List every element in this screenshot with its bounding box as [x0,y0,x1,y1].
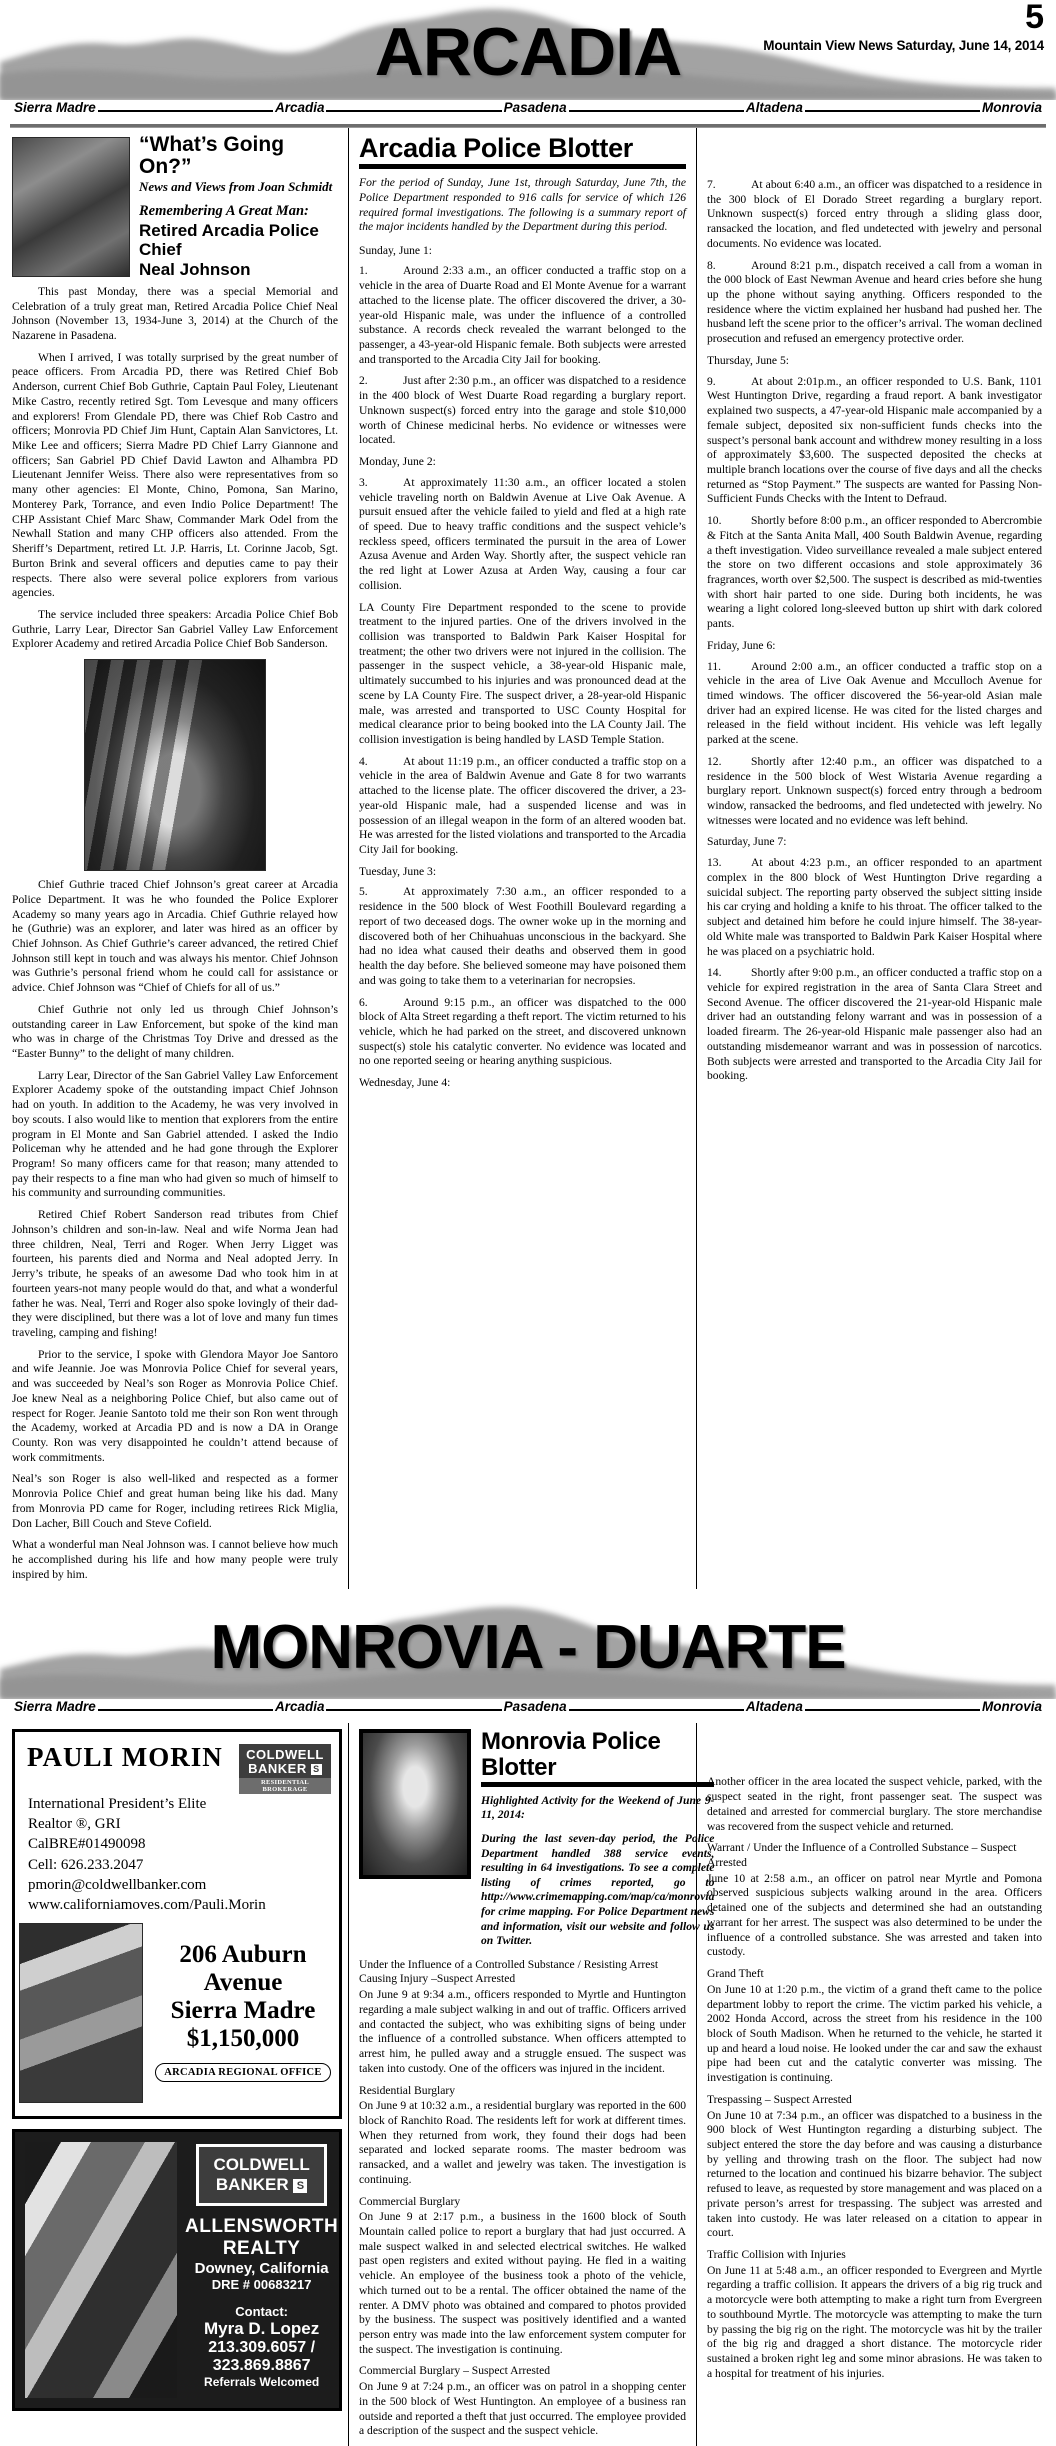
monrovia-blotter-title-rule [481,1782,714,1787]
cb-mark-icon: S [293,2179,307,2193]
article-paragraph: When I arrived, I was totally surprised by the great number of peace officers. From Arcadia PD, there was Retired Chief Bob Anderson, current Chief Bob Guthrie, Captain Paul Foley, Lieutenant Mike Castro, recently retired Sgt. Tom Levesque and many officers and explorers! From Glendale PD, there was Chief Rob Castro and officers; Monrovia PD Chief Jim Hunt, Captain Alan Sanvictores, Lt. Mike Lee and officers; Sierra Madre PD Chief Larry Giannone and officers; San Gabriel PD Chief David Lawton and Alhambra PD Lieutenant Jennifer Weiss. There also were representatives from so many other agencies: El Monte, Chino, Pomona, San Marino, Monterey Park, Torrance, and even Indio Police Department! The CHP Assistant Chief Marc Shaw, Commander Mark Odel from the Newhall Station and many CHP officers also attended. From the Sheriff’s Department, retired Lt. J.P. Harris, Lt. Corinne Jacob, Sgt. Burton Brink and several officers and deputies came to pay their respects. There also were several police explorers from various agencies. [12,350,338,600]
city-label-monrovia: Monrovia [982,100,1043,115]
agent-phone[interactable]: Cell: 626.233.2047 [28,1856,144,1873]
blotter-item-number: 6. [359,995,368,1009]
article-paragraph: The service included three speakers: Arcadia Police Chief Bob Guthrie, Larry Lear, Director San Gabriel Valley Law Enforcement Explorer Academy and retired Arcadia Police Chief Bob Sanderson. [12,607,338,651]
arcadia-blotter-intro: For the period of Sunday, June 1st, through Saturday, June 7th, the Police Department responded to 916 calls for service of which 126 required formal investigations. The following is a summary report of the major incidents handled by the Department during this period. [359,176,686,234]
blotter-incident-entry: 1. Around 2:33 a.m., an officer conducted a traffic stop on a vehicle in the area of Duarte Road and El Monte Avenue for a warrant attached to the license plate. The officer discovered the driver, a 30-year-old Hispanic male, was under the influence of a controlled substance. A records check revealed the warrant belonged to the passenger, a 43-year-old Hispanic female. Both subjects were arrested and transported to the Arcadia City Jail for booking. [359,264,686,366]
column-arcadia-blotter-right [696,128,1044,1589]
city-rule-1 [98,110,273,112]
city-rule-line-arcadia [14,100,1042,116]
column-monrovia-blotter-right [696,1723,1044,2446]
blotter-incident-body: LA County Fire Department responded to the scene to provide treatment to the injured parties. One of the drivers involved in the collision was transported to Baldwin Park Kaiser Hospital for treatment; the other two drivers were not injured in the collision. The passenger in the suspect vehicle, a 38-year-old Hispanic male, ultimately succumbed to his injuries and was pronounced dead at the scene by LA County Fire. The suspect driver, a 28-year-old Hispanic male, was arrested and transported to USC County Hospital for medical clearance prior to being booked into the LA County Jail. The collision investigation is being handled by LASD Temple Station. [359,600,686,746]
masthead-dateline: Mountain View News Saturday, June 14, 2014 [763,38,1044,53]
contact-agent-name: Myra D. Lopez [204,2319,320,2339]
blotter-day-label: Saturday, June 7: [707,835,787,849]
agent-name: PAULI MORIN [27,1742,223,1773]
blotter-incident-heading: Commercial Burglary – Suspect Arrested [359,2364,551,2378]
blotter-incident-heading: Trespassing – Suspect Arrested [707,2092,852,2106]
city-rule-1 [98,1709,273,1711]
regional-office-badge: ARCADIA REGIONAL OFFICE [155,2063,330,2082]
blotter-incident-body: On June 11 at 5:48 a.m., an officer responded to Evergreen and Myrtle regarding a traffic collision. It appears the drivers of a big rig truck and a motorcycle were both attempting to make a right turn from Evergreen to southbound Myrtle. The motorcycle was attempting to make the turn by passing the big rig on the right. The motorcycle was hit by the trailer of the big rig and dragged a short distance. The motorcycle rider sustained a broken right leg and some minor abrasions. He was taken to a hospital for treatment of his injuries. [707,2263,1042,2380]
city-rule-3 [569,110,744,112]
city-rule-2 [326,110,501,112]
city-label-pasadena: Pasadena [503,1699,567,1715]
cb-logo-line1: COLDWELL [246,1747,324,1763]
listing-address-line2: Avenue [203,1969,283,1997]
company-city: Downey, California [194,2260,329,2278]
blotter-incident-heading: Residential Burglary [359,2083,456,2097]
monrovia-masthead-banner [0,1599,1056,1719]
blotter-incident-entry: 12. Shortly after 12:40 p.m., an officer was dispatched to a residence in the 500 block of West Wistaria Avenue regarding a burglary report. Unknown suspect(s) forced entry through a bedroom window, ransacked the bedrooms, and fled undetected with jewelry. No witnesses were located and no evidence was left behind. [707,754,1042,827]
banner-title-arcadia: ARCADIA [374,14,682,90]
arcadia-blotter-title-rule [359,164,686,169]
column-arcadia-blotter-left [348,128,696,1589]
arcadia-blotter-items-mid [359,244,686,1091]
arcadia-masthead-banner [0,0,1056,120]
city-label-arcadia: Arcadia [274,1699,325,1715]
blotter-incident-entry: 6. Around 9:15 p.m., an officer was dispatched to the 000 block of Alta Street regarding a theft report. The victim returned to his vehicle, which he had parked on the street, and discovered unknown suspect(s) stole his catalytic converter. No evidence was located and no one reported seeing or hearing anything suspicious. [359,995,686,1068]
listing-property-photo [19,1923,143,2103]
blotter-incident-body: On June 9 at 2:17 p.m., a business in the 1600 block of South Mountain called police to report a burglary that had just occurred. A male suspect walked in and selected electrical switches. He walked past open registers and exited without paying. He fled in a waiting vehicle. An employee of the business took a photo of the vehicle, which turned out to be a rental. The officer obtained the name of the renter. A DMV photo was obtained and compared to photos provided by the business. The suspect was positively identified and a wanted person entry was made into the law enforcement system computer for the suspect. The investigation is continuing. [359,2210,686,2356]
column-ads [10,1723,348,2446]
cb-mark-icon: S [311,1764,322,1775]
listing-address-line1: 206 Auburn [179,1941,307,1969]
blotter-incident-entry: 3. At approximately 11:30 a.m., an officer located a stolen vehicle traveling north on Baldwin Avenue at Live Oak Avenue. A pursuit ensued after the vehicle failed to yield and fled at a high rate of speed. Due to heavy traffic conditions and the suspect vehicle’s reckless speed, officers terminated the pursuit in the area of Lower Azusa Avenue and Arden Way. Shortly after, the suspect vehicle ran the red light at Lower Azusa at Arden Way, causing a four car collision. [359,475,686,592]
city-label-altadena: Altadena [745,100,803,115]
whats-going-on-subhead: News and Views from Joan Schmidt [139,179,333,195]
blotter-incident-entry: 8. Around 8:21 p.m., dispatch received a call from a woman in the 000 block of East Newman Avenue and heard cries before she hung up the phone without saying anything. Officers responded to the residence where the victim explained her husband had pushed her. The husband left the scene prior to the officer’s arrival. The woman declined prosecution and refused an emergency protective order. [707,258,1042,346]
blotter-item-number: 8. [707,258,716,272]
company-dre: DRE # 00683217 [211,2277,312,2293]
blotter-incident-entry: 14. Shortly after 9:00 p.m., an officer conducted a traffic stop on a vehicle for expired registration in the area of Santa Clara Street and Second Avenue. The officer discovered the 21-year-old Hispanic male driver had an outstanding felony warrant and was in possession of a loaded firearm. The 26-year-old Hispanic male passenger also had an outstanding misdemeanor warrant and was in possession of narcotics. Both subjects were arrested and transported to the Arcadia City Jail for booking. [707,966,1042,1083]
article-paragraph: Chief Guthrie traced Chief Johnson’s great career at Arcadia Police Department. It was he who founded the Police Explorer Academy so many years ago in Arcadia. Chief Guthrie relayed how he (Guthrie) was an explorer, and later was hired as an officer by Chief Johnson. As Chief Guthrie’s career advanced, the retired Chief Johnson still kept in touch and was always his mentor. Chief Johnson was Guthrie’s personal friend whom he could call for assistance or advice. Chief Johnson was “Chief of Chiefs for all of us.” [12,878,338,995]
blotter-incident-body: On June 9 at 7:24 p.m., an officer was on patrol in a shopping center in the 500 block of West Huntington. An employee of a business ran outside and reported a theft that just occurred. The employee provided a description of the suspect and the suspect vehicle. [359,2380,686,2438]
blotter-incident-entry: 10. Shortly before 8:00 p.m., an officer responded to Abercrombie & Fitch at the Santa Anita Mall, 400 South Baldwin Avenue, regarding a theft investigation. Video surveillance revealed a male subject entered the store on two different occasions and stole approximately 36 fragrances, worth over $2,500. The suspect is described as mid-twenties with short hair parted to one side. During both incidents, he was wearing a light colored long-sleeved button up shirt with dark colored pants. [707,514,1042,631]
arcadia-blotter-items-right [707,178,1042,1084]
blotter-incident-body: On June 9 at 10:32 a.m., a residential burglary was reported in the 600 block of Ranchito Road. The residents left for work at different times. When they returned from work, they found their dogs had been separated and locked separate rooms. The master bedroom was ransacked, and a wallet and jewelry was taken. The investigation is continuing. [359,2099,686,2186]
coldwell-banker-logo [239,1744,331,1794]
city-label-pasadena: Pasadena [503,100,567,115]
blotter-item-number: 1. [359,264,368,278]
blotter-incident-heading: Grand Theft [707,1967,764,1981]
blotter-item-number: 14. [707,966,722,980]
blotter-incident-entry: 7. At about 6:40 a.m., an officer was dispatched to a residence in the 300 block of El Dorado Street regarding a burglary report. Unknown suspect(s) forced entry through a sliding glass door, ransacked the location, and fled undetected with jewelry and personal documents. No evidence was located. [707,178,1042,250]
blotter-item-number: 4. [359,754,368,768]
blotter-incident-heading: Warrant / Under the Influence of a Controlled Substance – Suspect Arrested [707,1841,1017,1870]
cb-logo-line1: COLDWELL [213,2155,310,2175]
city-label-sierra-madre: Sierra Madre [14,1699,96,1715]
article-paragraph: Neal’s son Roger is also well-liked and respected as a former Monrovia Police Chief and great human being like his dad. Many from Monrovia PD came for Roger, including retirees Rick Miglia, Don Lacher, Bill Couch and Steve Cofield. [12,1472,338,1530]
blotter-incident-heading: Traffic Collision with Injuries [707,2248,846,2262]
contact-phones[interactable]: 213.309.6057 / 323.869.8867 [208,2339,316,2375]
article-paragraph: This past Monday, there was a special Memorial and Celebration of a truly great man, Retired Arcadia Police Chief Neal Johnson (November 13, 1934-June 3, 2014) at the Church of the Nazarene in Pasadena. [12,284,338,343]
blotter-incident-body: June 10 at 2:58 a.m., an officer on patrol near Myrtle and Pomona observed suspicious subjects walking around in the area. Officers detained one of the subjects and determined she had an outstanding warrant for her arrest. The suspect was also determined to be under the influence of a controlled substance. She was arrested and taken into custody. [707,1871,1042,1959]
article-paragraph: Retired Chief Robert Sanderson read tributes from Chief Johnson’s children and son-in-law. Neal and wife Norma Jean had three children, Neal, Terri and Roger. When Jerry Ligget was fourteen, his parents died and Norma and Neal adopted Jerry. In Jerry’s tribute, he speaks of an awesome Dad who took him in at fourteen years-not many people would do that, and what a wonderful father he was. Neal, Terri and Roger also spoke lovingly of their dad- they were disciplined, but there was a lot of love and many fun times traveling, camping and fishing! [12,1208,338,1339]
agent-email[interactable]: pmorin@coldwellbanker.com [28,1876,207,1893]
blotter-day-label: Monday, June 2: [359,455,436,469]
arcadia-blotter-title: Arcadia Police Blotter [359,133,633,163]
city-label-monrovia: Monrovia [982,1699,1043,1715]
article-paragraph: Prior to the service, I spoke with Glendora Mayor Joe Santoro and wife Jeannie. Joe was Monrovia Police Chief for several years, and was succeeded by Neal’s son Roger as Monrovia Police Chief. Joe knew Neal as a neighboring Police Chief, but also came out of respect for Roger. Jeanie Santoto told me their son Ron went through the Academy, worked at Arcadia PD and is now a DA in Orange County. Ron was very disappointed he couldn’t attend because of work commitments. [12,1347,338,1464]
column-monrovia-blotter-left [348,1723,715,2446]
article-paragraph: Larry Lear, Director of the San Gabriel Valley Law Enforcement Explorer Academy spoke of the outstanding impact Chief Johnson had on youth. In addition to the Academy, he was very involved in boy scouts. I also would like to mention that explorers from the entire program in El Monte and San Gabriel attended. I asked the Indio Policeman why he attended and he had gone through the Explorer Program! So many officers came for that reason; many attended to pay their respects to a fine man who had given so much of himself to his community and surrounding communities. [12,1068,338,1200]
blotter-incident-body: On June 9 at 9:34 a.m., officers responded to Myrtle and Huntington regarding a male subject walking in and out of traffic. Officers arrived and contacted the subject, who was exhibiting signs of being under the influence of a controlled substance. When officers attempted to arrest him, he pulled away and a struggle ensued. The suspect was taken into custody. One of the officers was injured in the incident. [359,1988,686,2075]
blotter-incident-entry: 5. At approximately 7:30 a.m., an officer responded to a residence in the 500 block of West Foothill Boulevard regarding a report of two deceased dogs. The owner woke up in the morning and discovered both of her Chihuahuas unconscious in the backyard. She had no idea what caused their deaths and observed them in good health the day before. She believed someone may have poisoned them and was going to take them to a veterinarian for necropsies. [359,885,686,987]
contact-label: Contact: [235,2304,288,2320]
blotter-day-label: Sunday, June 1: [359,243,432,257]
company-name: ALLENSWORTH REALTY [185,2216,339,2260]
coldwell-banker-logo [196,2144,326,2206]
blotter-incident-heading: Commercial Burglary [359,2194,461,2208]
joan-schmidt-photo [12,137,130,277]
column-whats-going-on [10,128,348,1589]
banner-title-monrovia-duarte: MONROVIA - DUARTE [210,1613,846,1683]
monrovia-author-photo [359,1729,471,1879]
ad-pauli-morin[interactable] [12,1729,342,2119]
blotter-item-number: 5. [359,885,368,899]
city-label-arcadia: Arcadia [274,100,325,115]
city-rule-line-monrovia [14,1699,1042,1715]
blotter-incident-body: On June 10 at 7:34 p.m., an officer was dispatched to a business in the 900 block of West Huntington regarding a disturbing subject. The subject entered the store the day before and was causing a disturbance by yelling and throwing trash on the floor. The subject had now returned to the location and continued his bizarre behavior. The subject refused to leave, as requested by store management and was placed on a private person’s arrest for trespassing. The subject was arrested and taken into custody. He was later released on a citation to appear in court. [707,2108,1042,2240]
agent-website[interactable]: www.californiamoves.com/Pauli.Morin [28,1897,266,1914]
blotter-item-number: 10. [707,514,722,528]
city-label-altadena: Altadena [745,1699,803,1715]
agent-credential: International President’s Elite [28,1795,207,1812]
article-title-line1: Retired Arcadia Police Chief [139,220,319,259]
monrovia-blotter-items-mid [359,1958,686,2439]
monrovia-section [10,1723,1046,2446]
blotter-day-label: Tuesday, June 3: [359,864,437,878]
article-title-line2: Neal Johnson [139,259,251,279]
key-in-door-photo [25,2142,177,2398]
column-spacer [707,134,1042,178]
agent-credential: Realtor ®, GRI [28,1816,121,1833]
blotter-incident-entry: 2. Just after 2:30 p.m., an officer was dispatched to a residence in the 400 block of West Duarte Road regarding a burglary report. Unknown suspect(s) forced entry into the garage and stole $10,000 worth of Chinese medicinal herbs. No evidence or witnesses were located. [359,374,686,447]
monrovia-blotter-title: Monrovia Police Blotter [481,1728,661,1781]
cb-logo-subtitle: RESIDENTIAL BROKERAGE [239,1778,331,1794]
blotter-item-number: 2. [359,374,368,388]
chief-neal-johnson-photo [84,659,266,871]
city-rule-4 [805,110,980,112]
city-label-sierra-madre: Sierra Madre [14,100,96,115]
listing-price: $1,150,000 [186,2025,300,2053]
page-number: 5 [1025,0,1044,36]
blotter-item-number: 13. [707,856,722,870]
listing-city: Sierra Madre [170,1997,316,2025]
blotter-incident-entry: 9. At about 2:01p.m., an officer responded to U.S. Bank, 1101 West Huntington Drive, regarding a fraud report. A bank investigator explained two suspects, a 47-year-old Hispanic male accompanied by a female subject, deposited six non-sufficient funds checks into the suspect’s personal bank account and withdrew money resulting in a loss of approximately $3,600. The suspected deposited the checks at multiple branch locations over the course of five days and all the checks returned as “Stop Payment.” The suspects are wanted for Passing Non-Sufficient Funds Checks with the Intent to Defraud. [707,374,1042,506]
blotter-day-label: Friday, June 6: [707,638,776,652]
article-kicker: Remembering A Great Man: [139,203,309,220]
city-rule-2 [326,1709,501,1711]
monrovia-blotter-items-right [707,1775,1042,2381]
blotter-incident-body: Another officer in the area located the suspect vehicle, parked, with the suspect seated in the right, front passenger seat. The suspect was detained and arrested for commercial burglary. The store merchandise was recovered from the suspect vehicle and returned. [707,1775,1042,1833]
agent-license: CalBRE#01490098 [28,1836,146,1853]
blotter-incident-body: On June 10 at 1:20 p.m., the victim of a grand theft came to the police department lobby to report the crime. The victim parked his vehicle, a 2002 Honda Accord, across the street from his residence in the 100 block of South Madison. When he returned to the vehicle, he started it up and heard a loud noise. He looked under the car and saw the exhaust pipe had been cut and the catalytic converter was missing. The investigation is continuing. [707,1982,1042,2085]
monrovia-blotter-intro: During the last seven-day period, the Police Department handled 388 service events, resulting in 64 investigations. To see a complete listing of crimes reported, go to http://www.crimemapping.com/map/ca/monrovia for crime mapping. For Police Department news and information, visit our website and follow us on Twitter. [481,1832,715,1948]
whats-going-on-headline: “What’s Going On?” [139,133,285,179]
referrals-note: Referrals Welcomed [204,2375,320,2390]
blotter-item-number: 7. [707,178,716,191]
blotter-incident-entry: 11. Around 2:00 a.m., an officer conducted a traffic stop on a vehicle in the area of Live Oak Avenue and Mcculloch Avenue for timed windows. The officer discovered the 56-year-old Asian male driver had an expired license. He was cited for the listed charges and released in the field without incident. His vehicle was left legally parked at the scene. [707,659,1042,747]
article-paragraph: What a wonderful man Neal Johnson was. I cannot believe how much he accomplished during his life and how many people were truly inspired by him. [12,1538,338,1581]
blotter-incident-entry: 13. At about 4:23 p.m., an officer responded to an apartment complex in the 800 block of West Huntington Drive regarding a suicidal subject. The reporting party observed the subject sitting inside his car crying and holding a knife to his throat. The officer talked to the subject and detained him before he could injure himself. The 38-year-old White male was transported to Baldwin Park Kaiser Hospital where he was placed on a psychiatric hold. [707,856,1042,958]
arcadia-section [10,128,1046,1589]
blotter-incident-heading: Under the Influence of a Controlled Substance / Resisting Arrest Causing Injury –Suspect Arrested [359,1957,659,1986]
article-paragraph: Chief Guthrie not only led us through Chief Johnson’s outstanding career in Law Enforcement, but spoke of the kind man who was in charge of the Christmas Toy Drive and dressed as the “Easter Bunny” to the delight of many children. [12,1002,338,1061]
blotter-item-number: 3. [359,475,368,489]
city-rule-4 [805,1709,980,1711]
blotter-item-number: 11. [707,659,722,673]
cb-logo-line2: BANKER S [241,1762,329,1775]
blotter-incident-entry: 4. At about 11:19 p.m., an officer conducted a traffic stop on a vehicle in the area of Baldwin Avenue and Gate 8 for two warrants attached to the license plate. The officer discovered the driver, a 23-year-old Hispanic male, had a suspended license and was in possession of an illegal weapon in the form of an altered wooden bat. He was arrested for the listed violations and transported to the Arcadia City Jail for booking. [359,754,686,857]
blotter-day-label: Thursday, June 5: [707,353,789,367]
city-rule-3 [569,1709,744,1711]
column-spacer [707,1729,1042,1775]
blotter-day-label: Wednesday, June 4: [359,1076,451,1090]
ad-allensworth-realty[interactable] [12,2129,342,2411]
blotter-item-number: 9. [707,374,716,388]
monrovia-blotter-highlight: Highlighted Activity for the Weekend of June 9-11, 2014: [481,1793,715,1822]
cb-logo-line2: BANKER S [213,2175,309,2195]
blotter-item-number: 12. [707,754,722,768]
